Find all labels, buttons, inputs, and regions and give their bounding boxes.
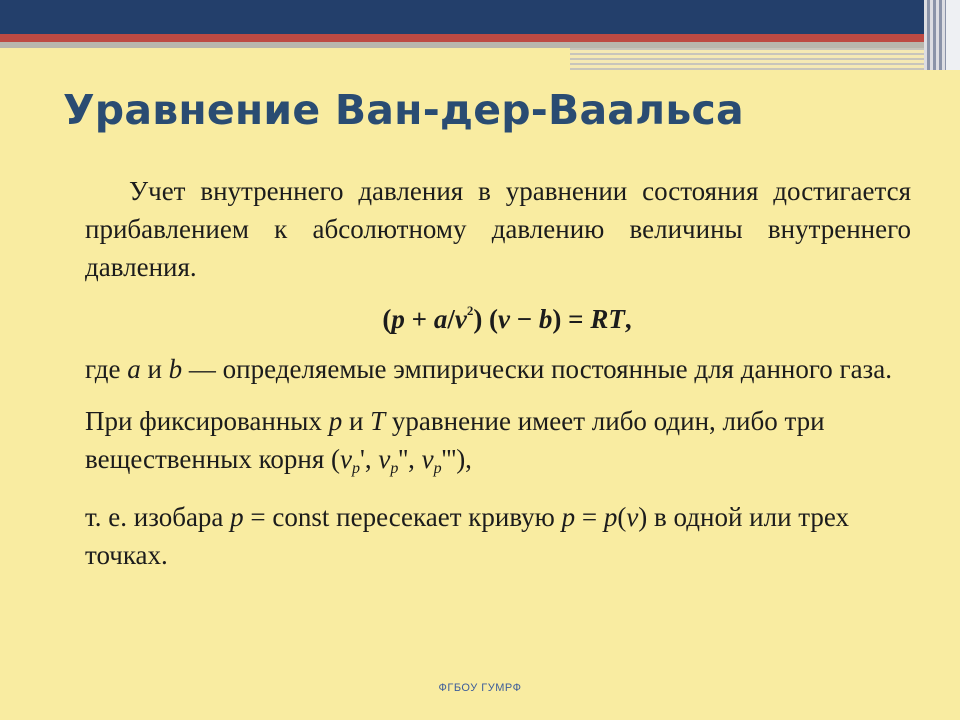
formula-rt: RT xyxy=(590,304,625,334)
where-and: и xyxy=(140,354,169,384)
formula-plus: + xyxy=(404,304,434,334)
root-3-v: v xyxy=(421,444,434,474)
root-1-v: v xyxy=(340,444,353,474)
root-3-sub: p xyxy=(433,460,442,477)
isobar-eq: = xyxy=(575,502,604,532)
isobar-paren-open: ( xyxy=(617,502,627,532)
formula-a: a xyxy=(433,304,448,334)
where-b: b xyxy=(168,354,183,384)
fixed-mid: уравнение имеет либо один, либо три вещественных корня ( xyxy=(85,406,825,474)
van-der-waals-formula xyxy=(85,292,911,338)
slide-title: Уравнение Ван-дер-Ваальса xyxy=(63,86,744,134)
root-2-v: v xyxy=(378,444,391,474)
isobar-p1: p xyxy=(230,502,244,532)
formula-comma: , xyxy=(624,304,632,334)
header-band-stripes xyxy=(570,48,960,70)
root-2-sub: p xyxy=(390,460,399,477)
header-band-navy xyxy=(0,0,960,34)
fixed-prefix: При фиксированных xyxy=(85,406,329,436)
where-a: a xyxy=(127,354,141,384)
formula-slash: / xyxy=(447,304,455,334)
isobar-const: = const пересекает кривую xyxy=(243,502,562,532)
isobar-prefix: т. е. изобара xyxy=(85,502,231,532)
fixed-paragraph xyxy=(85,402,911,488)
header-band-right-cap xyxy=(946,0,960,70)
formula-p: p xyxy=(391,304,405,334)
isobar-paragraph xyxy=(85,498,911,574)
where-prefix: где xyxy=(85,354,128,384)
header-band-red xyxy=(0,34,960,42)
root-3-prime: '''), xyxy=(441,444,472,474)
formula-exponent: 2 xyxy=(466,303,474,318)
isobar-v: v xyxy=(626,502,639,532)
where-rest: — определяемые эмпирически постоянные для данного газа. xyxy=(182,354,892,384)
root-2-prime: '', xyxy=(398,444,422,474)
where-paragraph xyxy=(85,350,911,388)
isobar-p3: p xyxy=(603,502,618,532)
root-1-sub: p xyxy=(352,460,361,477)
formula-close-open: ) ( xyxy=(473,304,499,334)
formula-v2: v xyxy=(498,304,511,334)
formula-open-paren: ( xyxy=(382,304,392,334)
intro-paragraph: Учет внутреннего давления в уравнении состояния достигается прибавлением к абсолютному давлению величины внутреннего давления. xyxy=(85,176,911,282)
fixed-t: T xyxy=(370,406,386,436)
slide-body xyxy=(85,172,911,574)
formula-b: b xyxy=(538,304,553,334)
fixed-and: и xyxy=(342,406,371,436)
formula-v: v xyxy=(454,304,467,334)
formula-close-eq: ) = xyxy=(552,304,591,334)
isobar-p2: p xyxy=(561,502,576,532)
root-1-prime: ', xyxy=(360,444,379,474)
formula-minus: − xyxy=(510,304,539,334)
fixed-p: p xyxy=(328,406,343,436)
isobar-rest: ) в одной или трех точках. xyxy=(85,502,850,570)
footer-organization: ФГБОУ ГУМРФ xyxy=(438,682,522,694)
